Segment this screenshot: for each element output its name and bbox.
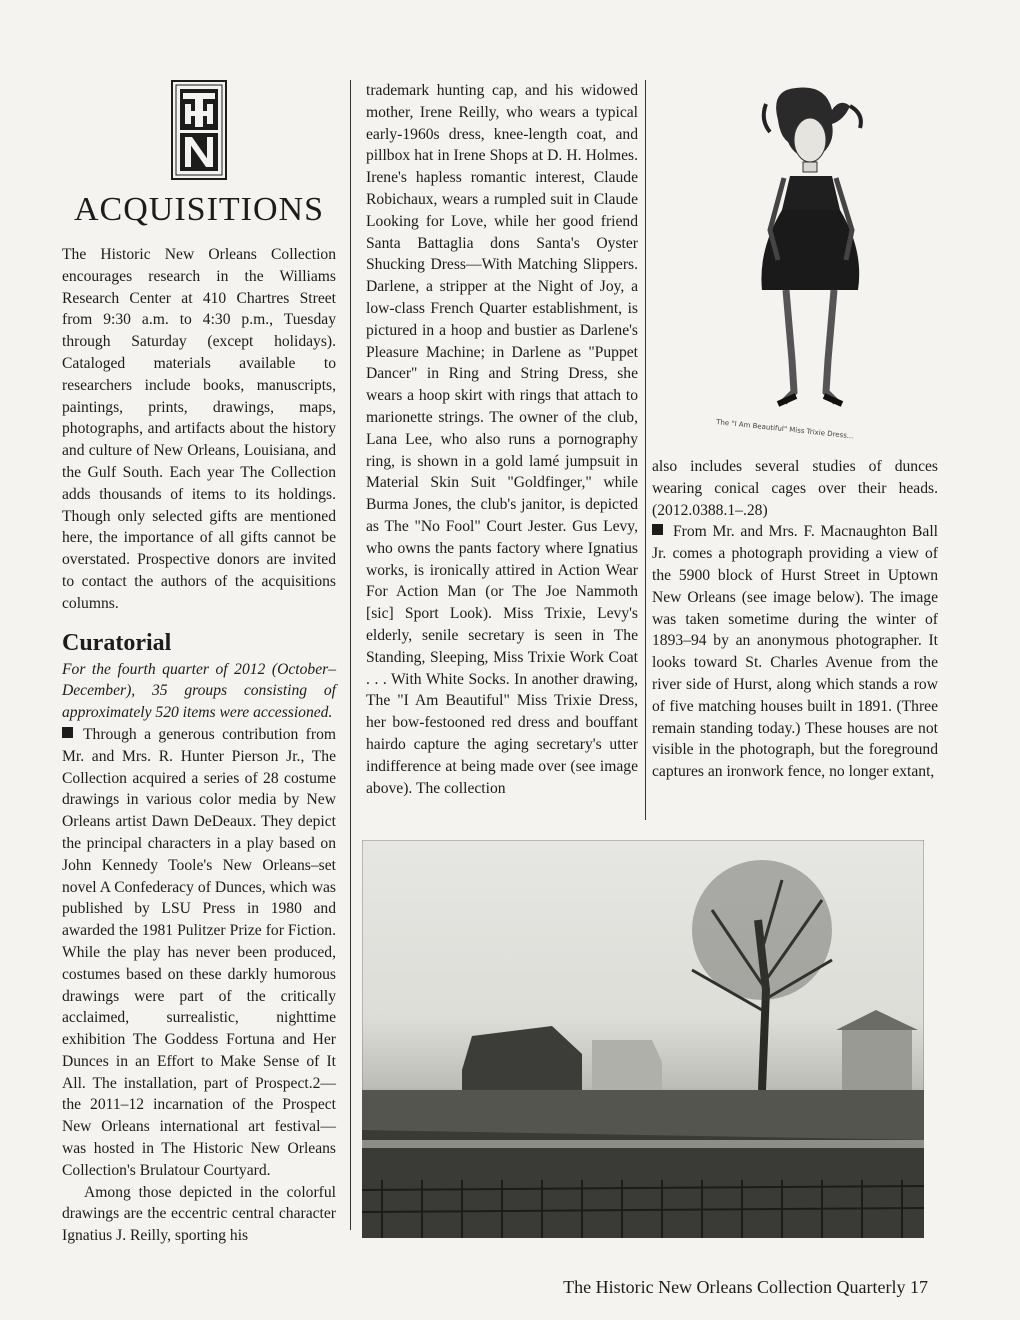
- column-2: [366, 80, 638, 799]
- section-heading-curatorial: Curatorial: [62, 629, 172, 656]
- page-footer: The Historic New Orleans Collection Quarterly 17: [563, 1277, 928, 1297]
- page-title: ACQUISITIONS: [74, 191, 324, 228]
- intro-paragraph: The Historic New Orleans Collection encourages research in the Williams Research Center at 410 Chartres Street from 9:30 a.m. to 4:30 p.m., Tuesday through Saturday (except holidays). Cataloged materials available to researchers include books, manuscripts, paintings, prints, drawings, maps, photographs, and artifacts about the history and culture of New Orleans, Louisiana, and the Gulf South. Each year The Collection adds thousands of items to its holdings. Though only selected gifts are mentioned here, the importance of all gifts cannot be overstated. Prospective donors are invited to contact the authors of the acquisitions columns.: [62, 246, 336, 612]
- column-3-text: also includes several studies of dunces wearing conical cages over their heads. (2012.0388.1–.28): [652, 458, 938, 519]
- column-2-text: trademark hunting cap, and his widowed mother, Irene Reilly, who wears a typical early-1960s dress, knee-length coat, and pillbox hat in Irene Shops at D. H. Holmes. Irene's hapless romantic interest, Claude Robichaux, wears a rumpled suit in Claude Looking for Love, while her good friend Santa Battaglia dons Santa's Oyster Shucking Dress—With Matching Slippers. Darlene, a stripper at the Night of Joy, a low-class French Quarter establishment, is pictured in a hoop and bustier as Darlene's Pleasure Machine; in Darlene as "Puppet Dancer" in Ring and String Dress, she wears a hoop skirt with rings that attach to marionette strings. The owner of the club, Lana Lee, who also runs a pornography ring, is shown in a gold lamé jumpsuit in Material Skin Suit "Goldfinger," while Burma Jones, the club's janitor, is depicted as The "No Fool" Court Jester. Gus Levy, who owns the pants factory where Ignatius works, is ironically attired in Action Wear For Action Man (or The Joe Nammoth [sic] Sport Look). Miss Trixie, Levy's elderly, senile secretary is seen in The Standing, Sleeping, Miss Trixie Work Coat . . . With White Socks. In another drawing, The "I Am Beautiful" Miss Trixie Dress, her bow-festooned red dress and bouffant hairdo capture the aging secretary's utter indifference at being made over (see image above). The collection: [366, 82, 638, 797]
- column-rule-right: [645, 80, 646, 820]
- gift-paragraph-2: [652, 521, 938, 783]
- gift-text-2: From Mr. and Mrs. F. Macnaughton Ball Jr. comes a photograph providing a view of the 5900 block of Hurst Street in Uptown New Orleans (see image below). The image was taken sometime during the winter of 1893–94 by an anonymous photographer. It looks toward St. Charles Avenue from the river side of Hurst, along which stands a row of five matching houses built in 1891. (Three remain standing today.) These houses are not visible in the photograph, but the foreground captures an ironwork fence, no longer extant,: [652, 523, 938, 781]
- column-1: [62, 80, 336, 1247]
- gift-text-1: Through a generous contribution from Mr. and Mrs. R. Hunter Pierson Jr., The Collection acquired a series of 28 costume drawings in various color media by New Orleans artist Dawn DeDeaux. They depict the principal characters in a play based on John Kennedy Toole's New Orleans–set novel A Confederacy of Dunces, which was published by LSU Press in 1980 and awarded the 1981 Pulitzer Prize for Fiction. While the play has never been produced, costumes based on these darkly humorous drawings were part of the critically acclaimed, surrealistic, nighttime exhibition The Goddess Fortuna and Her Dunces in an Effort to Make Sense of It All. The installation, part of Prospect.2—the 2011–12 incarnation of the Prospect New Orleans international art festival—was hosted in The Historic New Orleans Collection's Brulatour Courtyard.: [62, 725, 336, 1179]
- photo-scene: [362, 840, 924, 1238]
- paragraph-2: Among those depicted in the colorful drawings are the eccentric central character Ignatius J. Reilly, sporting his: [62, 1183, 336, 1245]
- costume-drawing-illustration: [700, 80, 930, 452]
- gift-paragraph-1: [62, 724, 336, 1182]
- thnoc-logo: [171, 80, 227, 180]
- bullet-marker: [62, 727, 73, 738]
- column-rule-left: [350, 80, 351, 1230]
- bullet-marker: [652, 524, 663, 535]
- column-3: [652, 456, 938, 783]
- hurst-street-photograph: [362, 840, 924, 1238]
- curatorial-summary: For the fourth quarter of 2012 (October–December), 35 groups consisting of approximately 520 items were accessioned.: [62, 660, 336, 722]
- drawing-caption: The "I Am Beautiful" Miss Trixie Dress...: [715, 418, 854, 441]
